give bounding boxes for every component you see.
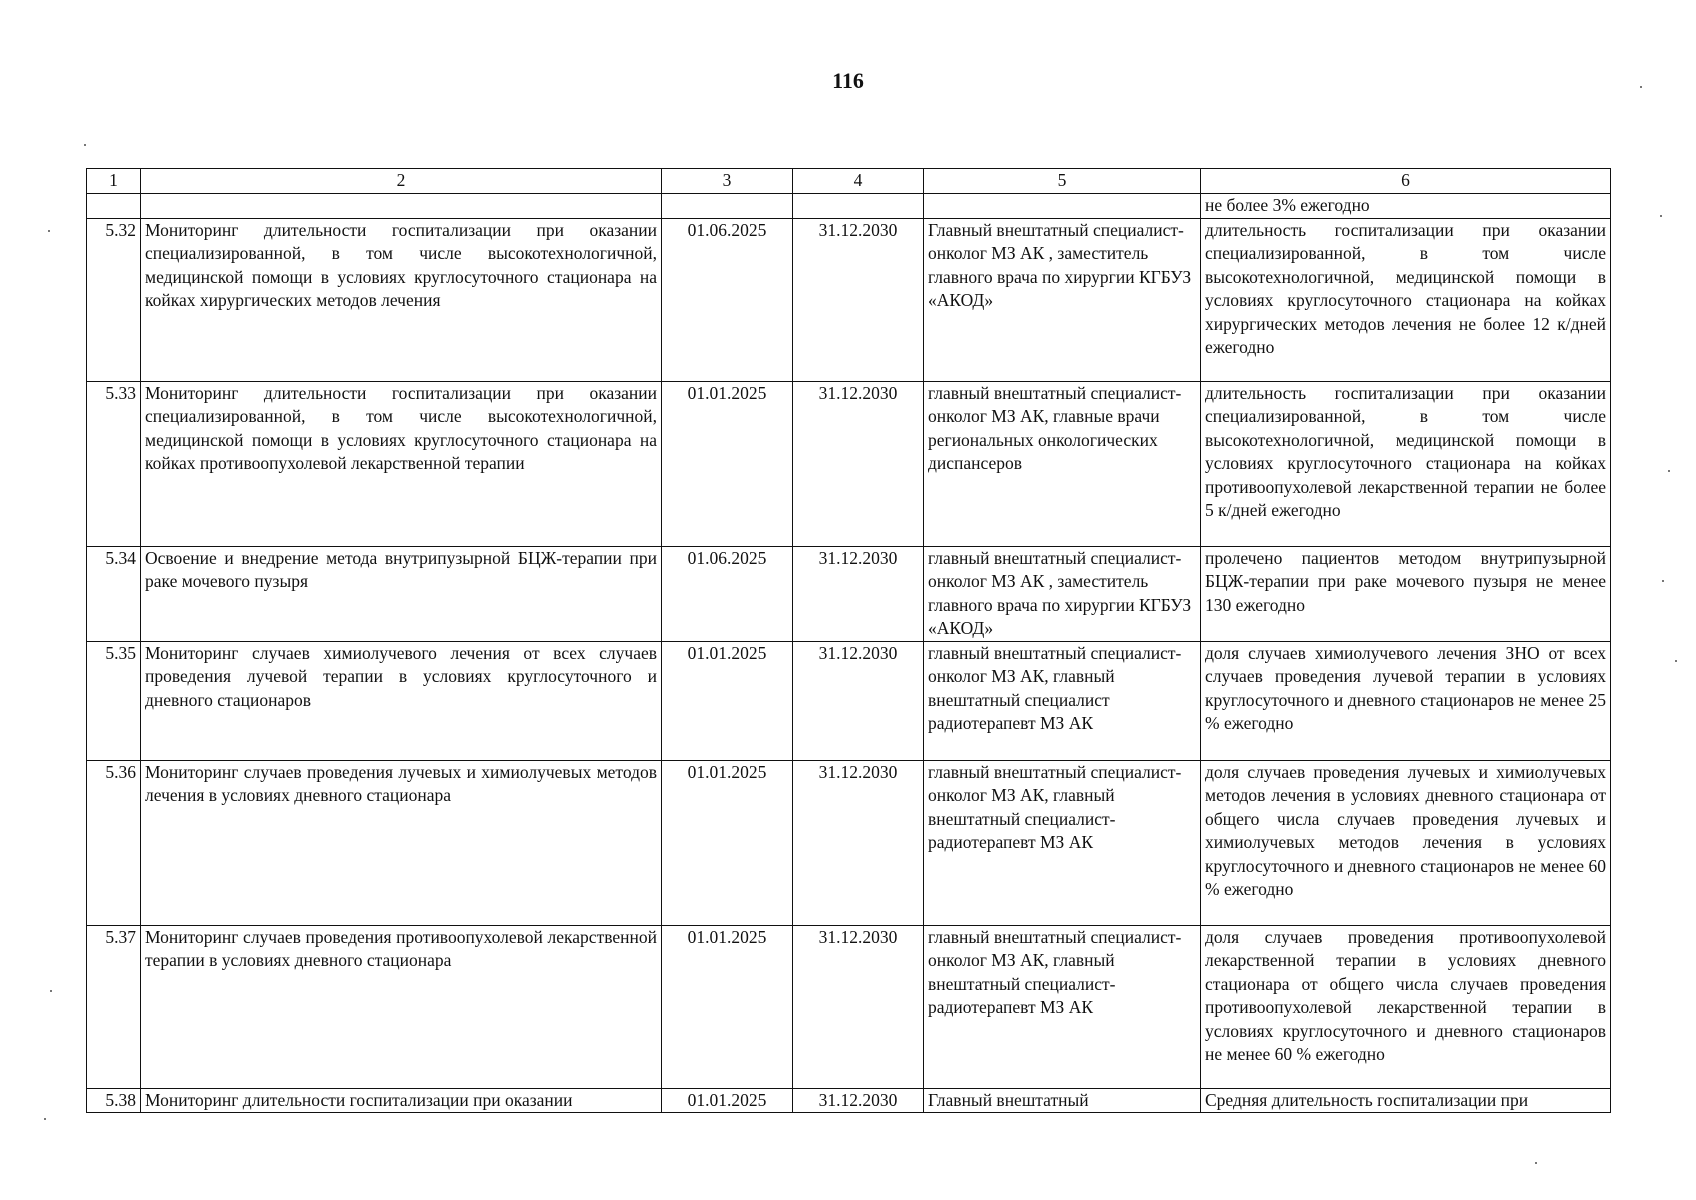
- scan-speck: [1668, 470, 1670, 472]
- task-cell: Мониторинг длительности госпитализации при оказании специализированной, в том числе высокотехнологичной, медицинской помощи в условиях круглосуточного стационара на койках хирургических методов лечения: [141, 218, 662, 381]
- task-cell: Освоение и внедрение метода внутрипузырной БЦЖ-терапии при раке мочевого пузыря: [141, 546, 662, 641]
- responsible-cell: Главный внештатный: [924, 1088, 1201, 1113]
- table-row: [87, 925, 1611, 1088]
- result-cell: не более 3% ежегодно: [1201, 194, 1611, 219]
- table-row: [87, 546, 1611, 641]
- scan-speck: [48, 230, 50, 232]
- start-date-cell: 01.01.2025: [662, 760, 793, 925]
- start-date-cell: 01.01.2025: [662, 381, 793, 546]
- column-number-row: [87, 169, 1611, 194]
- start-date-cell: 01.06.2025: [662, 218, 793, 381]
- row-number: 5.38: [87, 1088, 141, 1113]
- responsible-cell: главный внештатный специалист-онколог МЗ АК , заместитель главного врача по хирургии КГБУЗ «АКОД»: [924, 546, 1201, 641]
- table-row: [87, 1088, 1611, 1113]
- responsible-cell: главный внештатный специалист-онколог МЗ АК, главные врачи региональных онкологических диспансеров: [924, 381, 1201, 546]
- row-number: 5.32: [87, 218, 141, 381]
- column-header: 2: [141, 169, 662, 194]
- column-header: 3: [662, 169, 793, 194]
- continuation-row: [87, 194, 1611, 219]
- scan-speck: [50, 990, 52, 992]
- column-header: 5: [924, 169, 1201, 194]
- table-row: [87, 760, 1611, 925]
- result-cell: длительность госпитализации при оказании специализированной, в том числе высокотехнологичной, медицинской помощи в условиях круглосуточного стационара на койках противоопухолевой лекарственной терапии не более 5 к/дней ежегодно: [1201, 381, 1611, 546]
- result-cell: пролечено пациентов методом внутрипузырной БЦЖ-терапии при раке мочевого пузыря не менее 130 ежегодно: [1201, 546, 1611, 641]
- result-cell: доля случаев проведения лучевых и химиолучевых методов лечения в условиях дневного стационара от общего числа случаев проведения лучевых и химиолучевых методов лечения в условиях круглосуточного и дневного стационаров не менее 60 % ежегодно: [1201, 760, 1611, 925]
- task-cell: Мониторинг случаев химиолучевого лечения от всех случаев проведения лучевой терапии в условиях круглосуточного и дневного стационаров: [141, 641, 662, 760]
- column-header: 6: [1201, 169, 1611, 194]
- start-date-cell: 01.01.2025: [662, 641, 793, 760]
- end-date-cell: 31.12.2030: [793, 1088, 924, 1113]
- scan-speck: [1640, 86, 1642, 88]
- end-date-cell: 31.12.2030: [793, 218, 924, 381]
- scan-speck: [1660, 215, 1662, 217]
- end-date-cell: 31.12.2030: [793, 760, 924, 925]
- empty-cell: [87, 194, 141, 219]
- task-cell: Мониторинг длительности госпитализации при оказании: [141, 1088, 662, 1113]
- result-cell: длительность госпитализации при оказании специализированной, в том числе высокотехнологичной, медицинской помощи в условиях круглосуточного стационара на койках хирургических методов лечения не более 12 к/дней ежегодно: [1201, 218, 1611, 381]
- page-number: 116: [832, 68, 864, 93]
- row-number: 5.37: [87, 925, 141, 1088]
- column-header: 4: [793, 169, 924, 194]
- scan-speck: [44, 1118, 46, 1120]
- start-date-cell: 01.01.2025: [662, 1088, 793, 1113]
- task-cell: Мониторинг случаев проведения противоопухолевой лекарственной терапии в условиях дневного стационара: [141, 925, 662, 1088]
- table-row: [87, 218, 1611, 381]
- end-date-cell: 31.12.2030: [793, 381, 924, 546]
- result-cell: Средняя длительность госпитализации при: [1201, 1088, 1611, 1113]
- result-cell: доля случаев химиолучевого лечения ЗНО от всех случаев проведения лучевой терапии в условиях круглосуточного и дневного стационаров не менее 25 % ежегодно: [1201, 641, 1611, 760]
- row-number: 5.34: [87, 546, 141, 641]
- empty-cell: [793, 194, 924, 219]
- table-row: [87, 381, 1611, 546]
- responsible-cell: главный внештатный специалист-онколог МЗ АК, главный внештатный специалист радиотерапевт МЗ АК: [924, 641, 1201, 760]
- end-date-cell: 31.12.2030: [793, 925, 924, 1088]
- end-date-cell: 31.12.2030: [793, 546, 924, 641]
- row-number: 5.33: [87, 381, 141, 546]
- row-number: 5.35: [87, 641, 141, 760]
- plan-table: [86, 168, 1611, 1113]
- responsible-cell: Главный внештатный специалист-онколог МЗ АК , заместитель главного врача по хирургии КГБУЗ «АКОД»: [924, 218, 1201, 381]
- scan-speck: [84, 144, 86, 146]
- table-row: [87, 641, 1611, 760]
- empty-cell: [924, 194, 1201, 219]
- row-number: 5.36: [87, 760, 141, 925]
- empty-cell: [141, 194, 662, 219]
- empty-cell: [662, 194, 793, 219]
- task-cell: Мониторинг длительности госпитализации при оказании специализированной, в том числе высокотехнологичной, медицинской помощи в условиях круглосуточного стационара на койках противоопухолевой лекарственной терапии: [141, 381, 662, 546]
- responsible-cell: главный внештатный специалист-онколог МЗ АК, главный внештатный специалист-радиотерапевт МЗ АК: [924, 925, 1201, 1088]
- column-header: 1: [87, 169, 141, 194]
- scan-speck: [1662, 580, 1664, 582]
- scan-speck: [1535, 1162, 1537, 1164]
- task-cell: Мониторинг случаев проведения лучевых и химиолучевых методов лечения в условиях дневного стационара: [141, 760, 662, 925]
- scan-speck: [1675, 660, 1677, 662]
- start-date-cell: 01.06.2025: [662, 546, 793, 641]
- start-date-cell: 01.01.2025: [662, 925, 793, 1088]
- responsible-cell: главный внештатный специалист-онколог МЗ АК, главный внештатный специалист-радиотерапевт МЗ АК: [924, 760, 1201, 925]
- result-cell: доля случаев проведения противоопухолевой лекарственной терапии в условиях дневного стационара от общего числа случаев проведения противоопухолевой лекарственной терапии в условиях круглосуточного и дневного стационаров не менее 60 % ежегодно: [1201, 925, 1611, 1088]
- end-date-cell: 31.12.2030: [793, 641, 924, 760]
